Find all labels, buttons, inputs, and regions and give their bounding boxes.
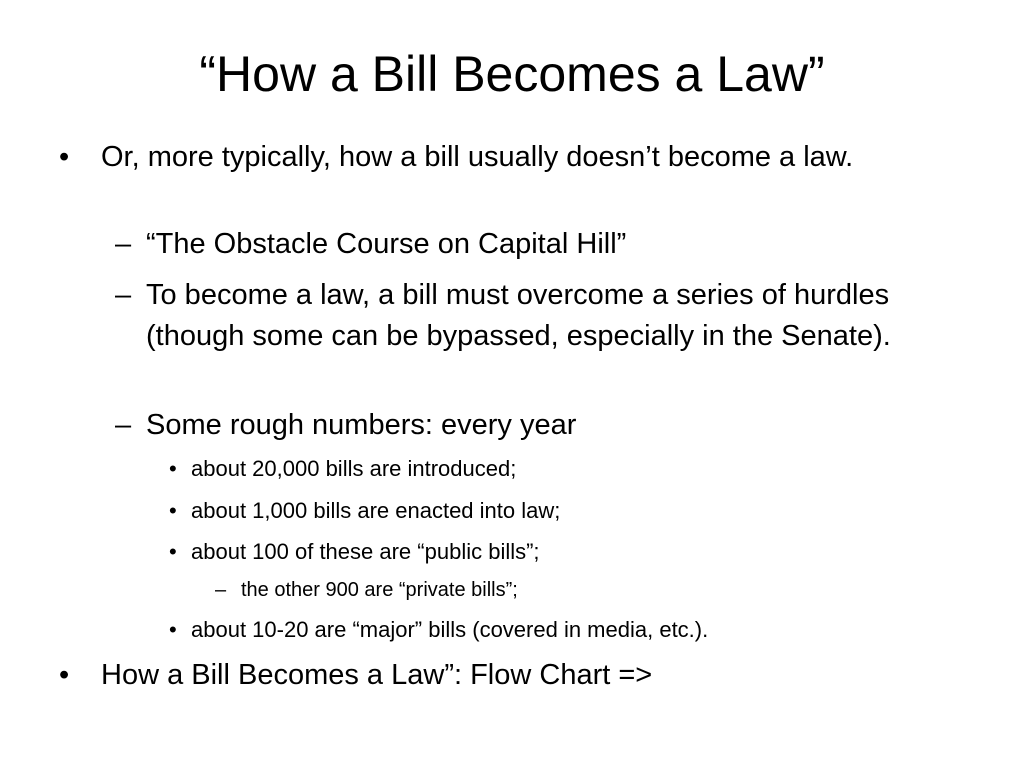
bullet-level4 xyxy=(215,578,961,602)
bullet-text: about 100 of these are “public bills”; xyxy=(191,539,540,564)
dash-marker: – xyxy=(115,228,132,260)
bullet-level3 xyxy=(169,616,971,643)
bullet-text: about 1,000 bills are enacted into law; xyxy=(191,498,561,523)
bullet-marker: • xyxy=(169,456,177,481)
bullet-level2 xyxy=(115,405,966,446)
bullet-text: To become a law, a bill must overcome a series of hurdles (though some can be bypassed, especially in the Senate). xyxy=(146,279,891,352)
bullet-text: Or, more typically, how a bill usually doesn’t become a law. xyxy=(101,141,854,173)
bullet-level2 xyxy=(115,275,966,357)
bullet-marker: • xyxy=(169,498,177,523)
bullet-text: How a Bill Becomes a Law”: Flow Chart => xyxy=(101,659,653,691)
bullet-level3 xyxy=(169,497,971,524)
bullet-marker: • xyxy=(169,539,177,564)
dash-marker: – xyxy=(115,279,132,311)
slide-title: “How a Bill Becomes a Law” xyxy=(199,46,825,102)
bullet-level2 xyxy=(115,224,1006,265)
bullet-text: about 20,000 bills are introduced; xyxy=(191,456,517,481)
bullet-marker: • xyxy=(59,659,70,691)
bullet-marker: • xyxy=(59,141,70,173)
bullet-text: about 10-20 are “major” bills (covered in media, etc.). xyxy=(191,617,709,642)
bullet-text: Some rough numbers: every year xyxy=(146,409,577,441)
bullet-level3 xyxy=(169,538,971,565)
bullet-text: the other 900 are “private bills”; xyxy=(241,579,518,601)
bullet-marker: • xyxy=(169,617,177,642)
bullet-level1 xyxy=(59,657,971,694)
dash-marker: – xyxy=(215,579,227,601)
bullet-level1 xyxy=(59,139,971,176)
bullet-level3 xyxy=(169,455,971,482)
dash-marker: – xyxy=(115,409,132,441)
bullet-text: “The Obstacle Course on Capital Hill” xyxy=(146,228,627,260)
